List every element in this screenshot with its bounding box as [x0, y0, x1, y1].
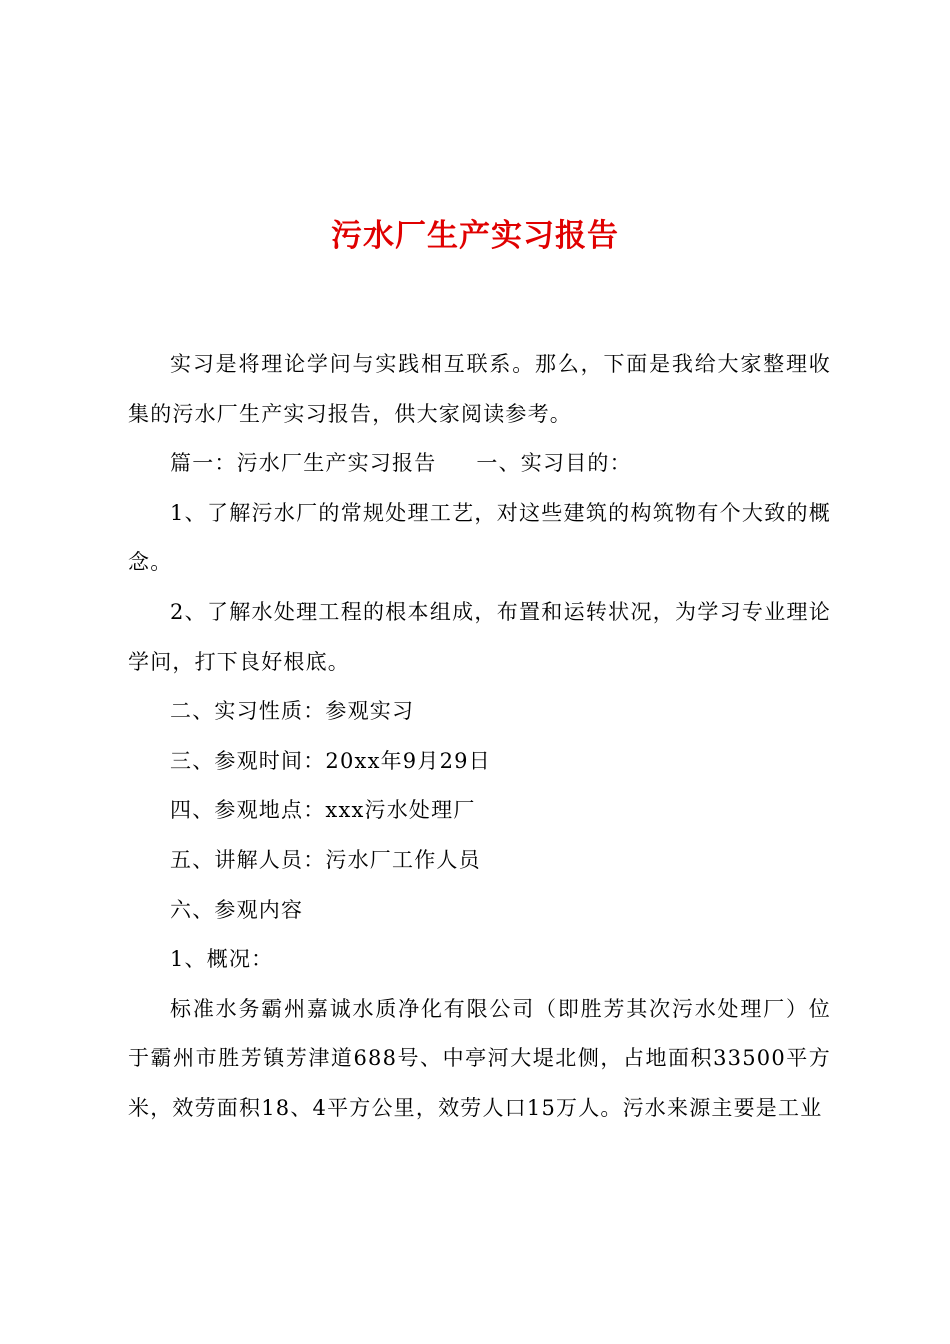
section-heading-line — [128, 439, 831, 489]
section-location: 四、参观地点：xxx污水处理厂 — [170, 798, 476, 823]
intro-paragraph: 实习是将理论学问与实践相互联系。那么，下面是我给大家整理收集的污水厂生产实习报告，供大家阅读参考。 — [128, 352, 831, 426]
section-staff: 五、讲解人员：污水厂工作人员 — [170, 847, 481, 872]
section-nature: 二、实习性质：参观实习 — [170, 699, 415, 724]
document-title: 污水厂生产实习报告 — [331, 218, 619, 254]
overview-paragraph: 标准水务霸州嘉诚水质净化有限公司（即胜芳其次污水处理厂）位于霸州市胜芳镇芳津道688号、中亭河大堤北侧，占地面积33500平方米，效劳面积18、4平方公里，效劳人口15万人。污水来源主要是工业 — [128, 996, 831, 1120]
purpose-item-1: 1、了解污水厂的常规处理工艺，对这些建筑的构筑物有个大致的概念。 — [128, 500, 831, 575]
part-heading: 篇一：污水厂生产实习报告 — [170, 451, 437, 476]
document-body — [128, 340, 831, 1134]
overview-heading: 1、概况： — [170, 947, 274, 972]
section-content: 六、参观内容 — [170, 897, 304, 922]
section-heading-purpose: 一、实习目的： — [476, 451, 632, 476]
purpose-item-2: 2、了解水处理工程的根本组成，布置和运转状况，为学习专业理论学问，打下良好根底。 — [128, 599, 831, 674]
section-time: 三、参观时间：20xx年9月29日 — [170, 748, 491, 773]
